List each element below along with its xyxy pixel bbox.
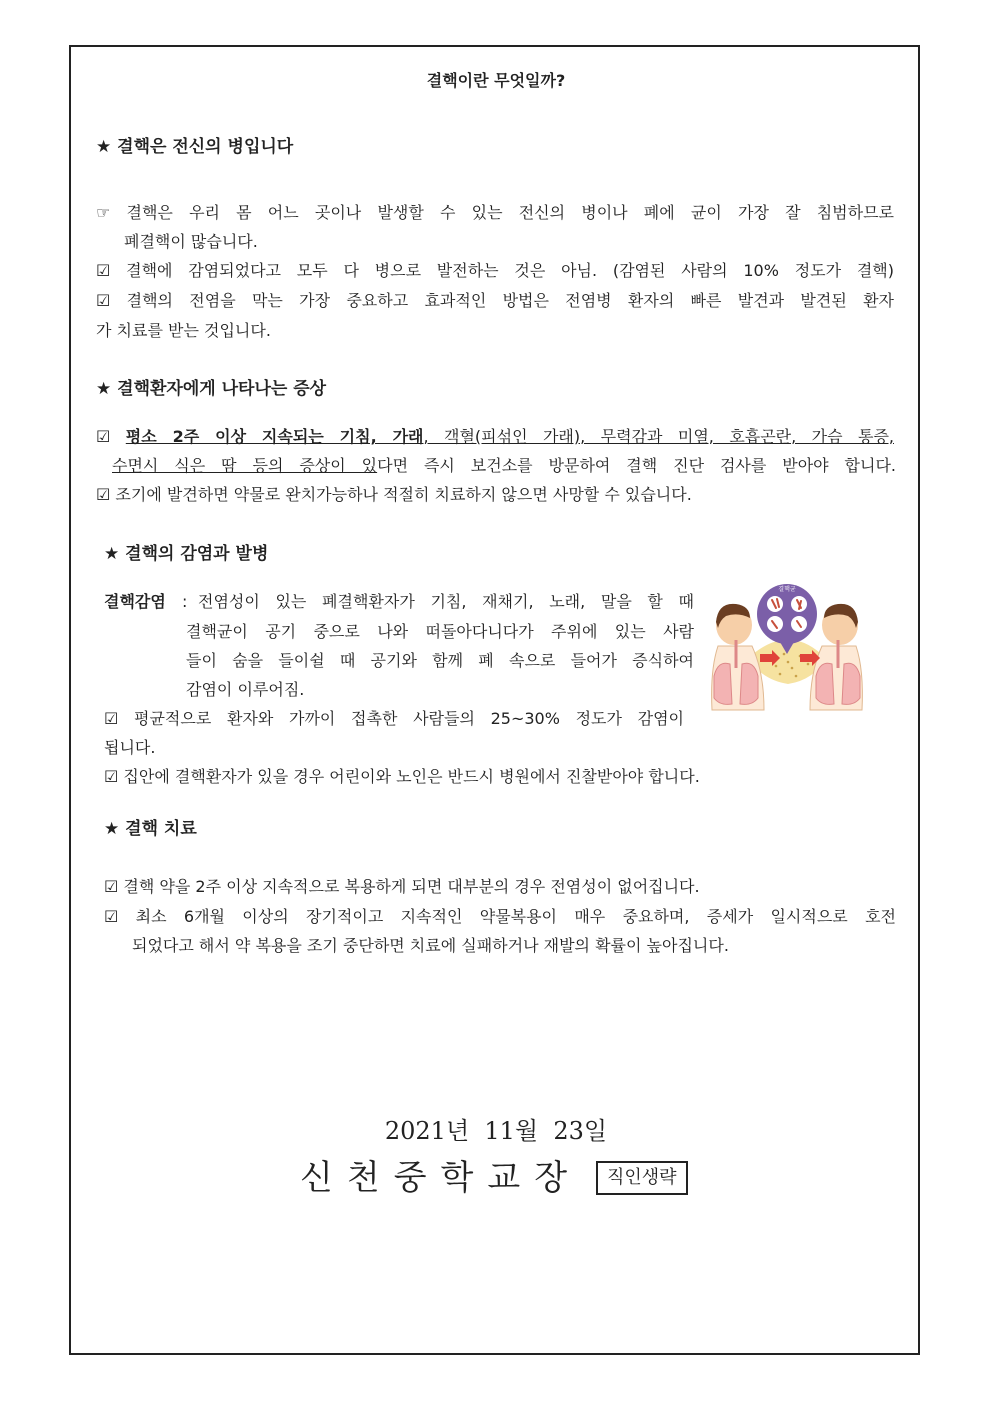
text-line: ☑ 결핵의 전염을 막는 가장 중요하고 효과적인 방법은 전염병 환자의 빠른 발견과 발견된 환자 xyxy=(96,291,894,310)
text-line: 됩니다. xyxy=(104,738,156,757)
text-line: 들이 숨을 들이쉴 때 공기와 함께 폐 속으로 들어가 증식하여 xyxy=(186,651,694,670)
section-heading-infection: ★ 결핵의 감염과 발병 xyxy=(104,544,269,564)
bubble-label: 결핵균 xyxy=(778,586,796,593)
text-line: ☑ 평균적으로 환자와 가까이 접촉한 사람들의 25~30% 정도가 감염이 xyxy=(104,709,684,728)
text-line: ☑ 조기에 발견하면 약물로 완치가능하나 적절히 치료하지 않으면 사망할 수 있습니다. xyxy=(96,485,692,504)
text-line: 되었다고 해서 약 복용을 조기 중단하면 치료에 실패하거나 재발의 확률이 높아집니다. xyxy=(132,936,729,955)
symptoms-line-2: 수면시 식은 땀 등의 증상이 있다면 즉시 보건소를 방문하여 결핵 진단 검사를 받아야 합니다. xyxy=(112,456,896,475)
term-colon: : xyxy=(182,592,188,611)
issue-date: 2021년 11월 23일 xyxy=(384,1117,608,1145)
text-line: ☑ 결핵 약을 2주 이상 지속적으로 복용하게 되면 대부분의 경우 전염성이 없어집니다. xyxy=(104,877,700,896)
page-title: 결핵이란 무엇일까? xyxy=(426,71,566,90)
term-infection: 결핵감염 xyxy=(104,592,166,611)
other-symptoms: , 객혈(피섞인 가래), 무력감과 미열, 호흡곤란, 가슴 통증, xyxy=(423,427,894,446)
text-line: 감염이 이루어짐. xyxy=(186,680,305,699)
text-line: ☑ 최소 6개월 이상의 장기적이고 지속적인 약물복용이 매우 중요하며, 증세가 일시적으로 호전 xyxy=(104,907,896,926)
key-symptoms: 평소 2주 이상 지속되는 기침, 가래 xyxy=(125,427,424,446)
check-mark: ☑ xyxy=(96,427,126,446)
section-heading-systemic: ★ 결핵은 전신의 병입니다 xyxy=(96,137,294,157)
text-line: ☑ 결핵에 감염되었다고 모두 다 병으로 발전하는 것은 아님. (감염된 사람의 10% 정도가 결핵) xyxy=(96,261,894,280)
section-heading-symptoms: ★ 결핵환자에게 나타나는 증상 xyxy=(96,379,327,399)
tb-transmission-illustration-icon xyxy=(704,580,870,712)
text-line: ☑ 집안에 결핵환자가 있을 경우 어린이와 노인은 반드시 병원에서 진찰받아야 합니다. xyxy=(104,767,700,786)
seal-omitted-stamp: 직인생략 xyxy=(596,1161,688,1195)
section-heading-treatment: ★ 결핵 치료 xyxy=(104,819,197,839)
text-line: 전염성이 있는 폐결핵환자가 기침, 재채기, 노래, 말을 할 때 xyxy=(198,592,694,611)
symptoms-line xyxy=(96,426,894,448)
night-sweat-symptom: 수면시 식은 땀 등의 증상이 있 xyxy=(112,456,378,475)
school-principal: 신천중학교장 xyxy=(300,1158,582,1198)
text-line: 결핵균이 공기 중으로 나와 떠돌아다니다가 주위에 있는 사람 xyxy=(186,622,694,641)
text-line: ☞ 결핵은 우리 몸 어느 곳이나 발생할 수 있는 전신의 병이나 폐에 균이 가장 잘 침범하므로 xyxy=(96,203,894,222)
text-line: 폐결핵이 많습니다. xyxy=(124,232,258,251)
text-line: 가 치료를 받는 것입니다. xyxy=(96,321,271,340)
